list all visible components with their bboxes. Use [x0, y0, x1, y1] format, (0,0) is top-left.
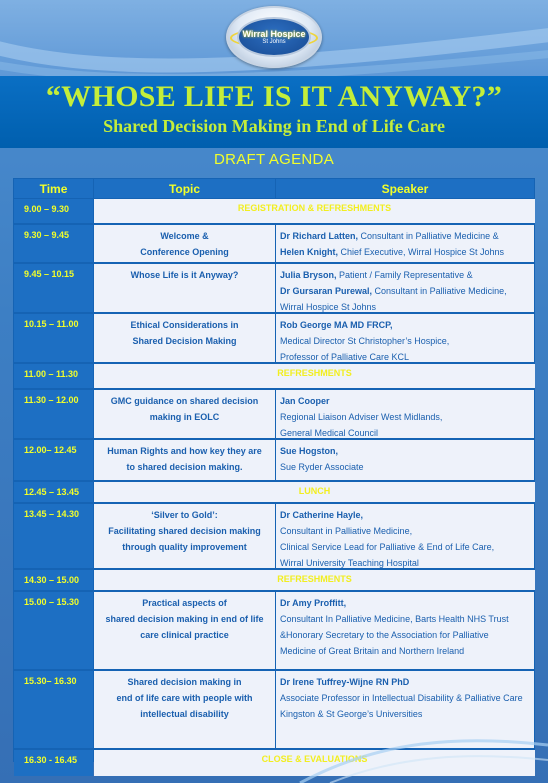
speaker-name: Dr Catherine Hayle, [280, 510, 364, 520]
speaker-name: Dr Amy Proffitt, [280, 598, 347, 608]
speaker-line [280, 706, 534, 722]
speaker-line [280, 409, 534, 425]
cell-line: end of life care with people with [116, 693, 253, 703]
time-cell: 11.00 – 11.30 [14, 364, 93, 388]
speaker-cell [276, 390, 534, 438]
speaker-name: Jan Cooper [280, 396, 330, 406]
speaker-line [280, 690, 534, 706]
cell-line: Facilitating shared decision making [108, 526, 261, 536]
speaker-line [280, 349, 534, 365]
page-subtitle: Shared Decision Making in End of Life Care [103, 116, 445, 136]
speaker-line [280, 555, 534, 571]
speaker-line [280, 459, 534, 475]
time-cell: 9.30 – 9.45 [14, 225, 93, 262]
logo-studio: St Johns [262, 38, 286, 45]
topic-cell [94, 592, 275, 669]
speaker-line [280, 674, 534, 690]
time-cell: 15.00 – 15.30 [14, 592, 93, 669]
speaker-detail: Wirral Hospice St Johns [280, 302, 377, 312]
speaker-detail: Professor of Palliative Care KCL [280, 352, 410, 362]
cell-line: Conference Opening [140, 247, 229, 257]
time-cell: 12.00– 12.45 [14, 440, 93, 480]
speaker-detail: &Honorary Secretary to the Association for Palliative [280, 630, 489, 640]
speaker-name: Dr Richard Latten, [280, 231, 359, 241]
speaker-cell [276, 440, 534, 480]
speaker-name: Rob George MA MD FRCP, [280, 320, 393, 330]
cell-line: ‘Silver to Gold’: [151, 510, 218, 520]
speaker-detail: Associate Professor in Intellectual Disability & Palliative Care [280, 693, 523, 703]
speaker-line [280, 443, 534, 459]
session-span-cell: LUNCH [94, 482, 535, 502]
speaker-line [280, 267, 534, 283]
speaker-line [280, 299, 534, 315]
speaker-line [280, 643, 534, 659]
speaker-cell [276, 314, 534, 362]
title-band [0, 76, 548, 148]
speaker-line [280, 317, 534, 333]
time-cell: 9.00 – 9.30 [14, 199, 93, 223]
speaker-detail: Patient / Family Representative & [336, 270, 473, 280]
speaker-detail: General Medical Council [280, 428, 379, 438]
speaker-detail: Chief Executive, Wirral Hospice St Johns [338, 247, 505, 257]
topic-cell [94, 264, 275, 312]
cell-line: Practical aspects of [142, 598, 227, 608]
speaker-detail: Consultant in Palliative Medicine, [280, 526, 413, 536]
time-cell: 15.30– 16.30 [14, 671, 93, 748]
session-span-cell: CLOSE & EVALUATIONS [94, 750, 535, 776]
speaker-line [280, 507, 534, 523]
speaker-cell [276, 671, 534, 748]
page-title: “WHOSE LIFE IS IT ANYWAY?” [45, 80, 503, 113]
speaker-cell [276, 592, 534, 669]
speaker-name: Helen Knight, [280, 247, 338, 257]
speaker-line [280, 425, 534, 441]
speaker-line [280, 283, 534, 299]
session-span-cell: REGISTRATION & REFRESHMENTS [94, 199, 535, 223]
speaker-detail: Clinical Service Lead for Palliative & End of Life Care, [280, 542, 495, 552]
cell-line: shared decision making in end of life [105, 614, 264, 624]
time-cell: 14.30 – 15.00 [14, 570, 93, 590]
speaker-line [280, 595, 534, 611]
speaker-cell [276, 504, 534, 568]
time-cell: 12.45 – 13.45 [14, 482, 93, 502]
cell-line: Whose Life is it Anyway? [130, 270, 239, 280]
speaker-detail: Kingston & St George’s Universities [280, 709, 423, 719]
speaker-name: Dr Irene Tuffrey-Wijne RN PhD [280, 677, 410, 687]
speaker-detail: Wirral University Teaching Hospital [280, 558, 419, 568]
topic-cell [94, 225, 275, 262]
speaker-detail: Medicine of Great Britain and Northern Ireland [280, 646, 465, 656]
speaker-line [280, 539, 534, 555]
speaker-line [280, 611, 534, 627]
cell-line: Shared Decision Making [132, 336, 237, 346]
speaker-detail: Consultant In Palliative Medicine, Barts Health NHS Trust [280, 614, 509, 624]
speaker-cell [276, 225, 534, 262]
cell-line: Shared decision making in [127, 677, 242, 687]
speaker-name: Sue Hogston, [280, 446, 338, 456]
column-header-speaker: Speaker [276, 179, 534, 198]
cell-line: to shared decision making. [126, 462, 243, 472]
cell-line: intellectual disability [140, 709, 229, 719]
time-cell: 9.45 – 10.15 [14, 264, 93, 312]
topic-cell [94, 504, 275, 568]
speaker-line [280, 333, 534, 349]
speaker-detail: Regional Liaison Adviser West Midlands, [280, 412, 443, 422]
speaker-line [280, 523, 534, 539]
session-span-cell: REFRESHMENTS [94, 364, 535, 388]
time-cell: 11.30 – 12.00 [14, 390, 93, 438]
cell-line: through quality improvement [122, 542, 247, 552]
column-header-time: Time [14, 179, 93, 198]
speaker-name: Dr Gursaran Purewal, [280, 286, 373, 296]
speaker-line [280, 244, 534, 260]
agenda-table [13, 178, 535, 765]
time-cell: 13.45 – 14.30 [14, 504, 93, 568]
topic-cell [94, 390, 275, 438]
topic-cell [94, 440, 275, 480]
cell-line: GMC guidance on shared decision [110, 396, 259, 406]
time-cell: 10.15 – 11.00 [14, 314, 93, 362]
cell-line: making in EOLC [149, 412, 220, 422]
speaker-line [280, 627, 534, 643]
topic-cell [94, 671, 275, 748]
speaker-line [280, 393, 534, 409]
logo-badge [237, 17, 311, 57]
cell-line: care clinical practice [140, 630, 229, 640]
speaker-detail: Consultant in Palliative Medicine & [358, 231, 499, 241]
time-cell: 16.30 - 16.45 [14, 750, 93, 776]
logo-name: Wirral Hospice [242, 28, 306, 39]
speaker-line [280, 228, 534, 244]
column-header-topic: Topic [94, 179, 275, 198]
speaker-detail: Medical Director St Christopher’s Hospice, [280, 336, 450, 346]
cell-line: Welcome & [160, 231, 209, 241]
agenda-label: DRAFT AGENDA [213, 151, 334, 168]
speaker-detail: Sue Ryder Associate [280, 462, 364, 472]
wirral-hospice-logo [226, 6, 322, 68]
session-span-cell: REFRESHMENTS [94, 570, 535, 590]
speaker-cell [276, 264, 534, 312]
cell-line: Human Rights and how key they are [107, 446, 262, 456]
speaker-name: Julia Bryson, [280, 270, 337, 280]
topic-cell [94, 314, 275, 362]
speaker-detail: Consultant in Palliative Medicine, [372, 286, 507, 296]
cell-line: Ethical Considerations in [130, 320, 239, 330]
